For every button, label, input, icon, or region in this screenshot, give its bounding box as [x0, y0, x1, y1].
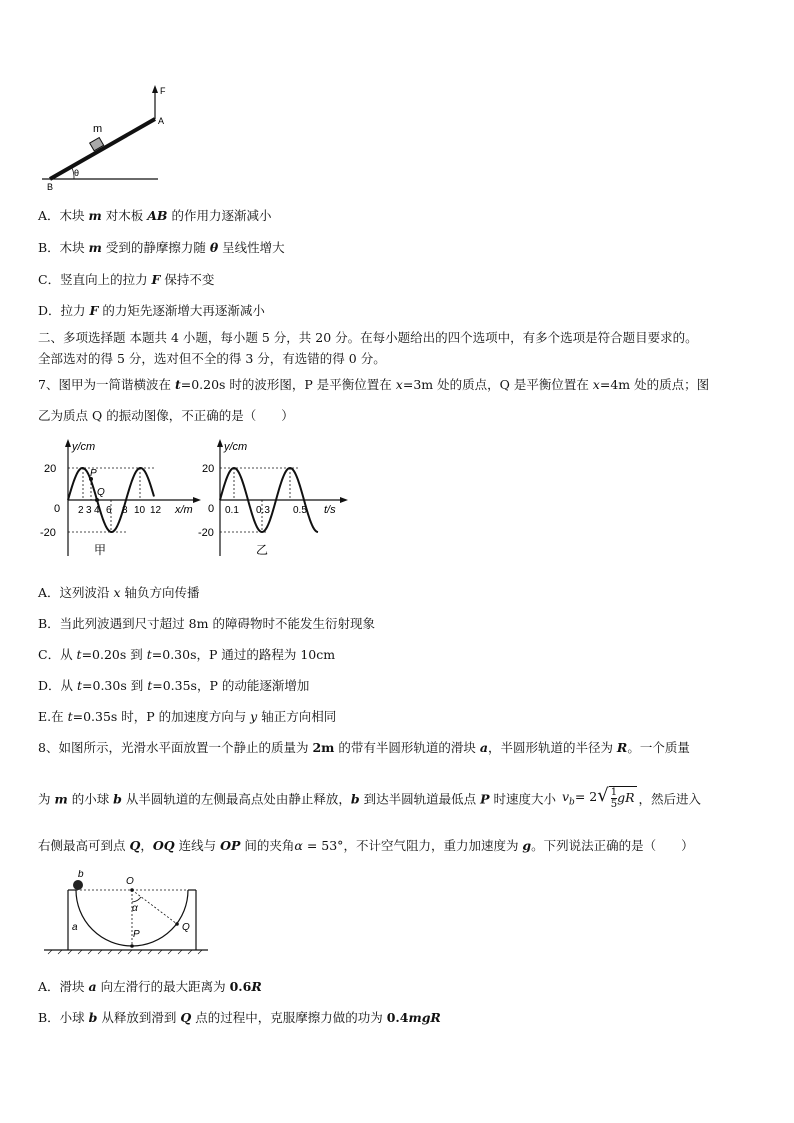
caption-yi: 乙 — [256, 543, 269, 557]
label-m: m — [93, 123, 103, 135]
label-a: a — [72, 922, 78, 933]
oq-line — [132, 890, 177, 924]
q6-option-b: B．木块 m 受到的静摩擦力随 θ 呈线性增大 — [38, 240, 285, 255]
label-alpha: α — [132, 903, 138, 914]
tick-0-3: 0.3 — [256, 505, 270, 516]
tick-y-neg: -20 — [198, 527, 214, 539]
t-axis-label: t/s — [324, 504, 336, 516]
alpha-arc — [132, 897, 141, 902]
label-o: O — [126, 876, 134, 887]
tick-8: 8 — [122, 505, 128, 516]
label-q: Q — [97, 487, 105, 498]
force-arrowhead — [152, 85, 158, 93]
board-ab — [50, 119, 155, 179]
fraction: $\frac{1}{5}$ — [610, 786, 618, 810]
label-a: A — [158, 116, 165, 126]
sqrt-sign: √ — [597, 785, 609, 806]
tick-y-neg: -20 — [40, 527, 56, 539]
tick-0-1: 0.1 — [225, 505, 239, 516]
tick-10: 10 — [134, 505, 146, 516]
label-b: B — [47, 182, 54, 192]
q6-option-d: D．拉力 F 的力矩先逐渐增大再逐渐减小 — [38, 303, 265, 318]
q6-option-a: A．木块 m 对木板 AB 的作用力逐渐减小 — [38, 208, 272, 223]
y-axis-label: y/cm — [72, 441, 96, 453]
tick-origin: 0 — [54, 503, 61, 515]
point-p — [130, 944, 134, 948]
tick-origin: 0 — [208, 503, 215, 515]
wave-graph-jia — [36, 436, 206, 560]
q7-stem-line1: 7、图甲为一简谐横波在 t=0.20s 时的波形图，P 是平衡位置在 x=3m 处的质点，Q 是平衡位置在 x=4m 处的质点；图 — [38, 377, 710, 392]
semicircle-track-figure — [40, 870, 220, 960]
q8-stem-line1: 8、如图所示，光滑水平面放置一个静止的质量为 2m 的带有半圆形轨道的滑块 a，半圆形轨道的半径为 R。一个质量 — [38, 740, 690, 755]
tick-3: 3 — [86, 505, 92, 516]
point-o — [130, 888, 134, 892]
caption-jia: 甲 — [94, 543, 107, 557]
q8-option-a: A．滑块 a 向左滑行的最大距离为 0.6R — [38, 979, 262, 994]
q6-option-c: C．竖直向上的拉力 F 保持不变 — [38, 272, 215, 287]
label-p: P — [90, 468, 97, 479]
point-q — [175, 922, 179, 926]
q7-option-a: A．这列波沿 x 轴负方向传播 — [38, 585, 200, 600]
section2-line2: 全部选对的得 5 分，选对但不全的得 3 分，有选错的得 0 分。 — [38, 351, 386, 366]
tick-6: 6 — [106, 505, 112, 516]
section2-line1: 二、多项选择题 本题共 4 小题，每小题 5 分，共 20 分。在每小题给出的四个选项中，有多个选项是符合题目要求的。 — [38, 330, 698, 345]
label-q: Q — [182, 922, 190, 933]
q8-stem-line3: 右侧最高可到点 Q，OQ 连线与 OP 间的夹角α = 53°，不计空气阻力，重力加速度为 g。下列说法正确的是（ ） — [38, 838, 694, 853]
label-f: F — [160, 86, 166, 96]
q7-option-b: B．当此列波遇到尺寸超过 8m 的障碍物时不能发生衍射现象 — [38, 616, 375, 631]
q7-option-c: C．从 t=0.20s 到 t=0.30s，P 通过的路程为 10cm — [38, 647, 336, 662]
q7-stem-line2: 乙为质点 Q 的振动图像，不正确的是（ ） — [38, 408, 294, 423]
t-axis-arrowhead — [340, 497, 348, 503]
q7-option-d: D．从 t=0.30s 到 t=0.35s，P 的动能逐渐增加 — [38, 678, 310, 693]
y-axis-label: y/cm — [224, 441, 248, 453]
y-axis-arrowhead — [65, 439, 71, 447]
sqrt-content: $\frac{1}{5}$ gR — [610, 786, 635, 810]
x-axis-label: x/m — [175, 504, 193, 516]
ball-b — [73, 880, 83, 890]
label-theta: θ — [74, 168, 80, 178]
vibration-graph-yi — [198, 436, 358, 560]
q8-stem-line2: 为 m 的小球 b 从半圆轨道的左侧最高点处由静止释放，b 到达半圆轨道最低点 P 时速度大小 $v_b= 2√$ $\frac{1}{5}$ gR ，然后进入 — [38, 785, 701, 815]
tick-y-pos: 20 — [44, 463, 57, 475]
tick-2: 2 — [78, 505, 84, 516]
tick-y-pos: 20 — [202, 463, 215, 475]
tick-0-5: 0.5 — [293, 505, 307, 516]
q7-option-e: E.在 t=0.35s 时，P 的加速度方向与 y 轴正方向相同 — [38, 709, 337, 724]
tick-12: 12 — [150, 505, 162, 516]
point-q — [95, 498, 99, 502]
tick-4: 4 — [94, 505, 100, 516]
q8-option-b: B．小球 b 从释放到滑到 Q 点的过程中，克服摩擦力做的功为 0.4mgR — [38, 1010, 441, 1025]
y-axis-arrowhead — [217, 439, 223, 447]
incline-figure — [40, 82, 180, 192]
label-p: P — [133, 929, 140, 940]
label-b: b — [78, 870, 84, 880]
velocity-formula: $v_b= 2√$ $\frac{1}{5}$ gR — [561, 785, 635, 810]
